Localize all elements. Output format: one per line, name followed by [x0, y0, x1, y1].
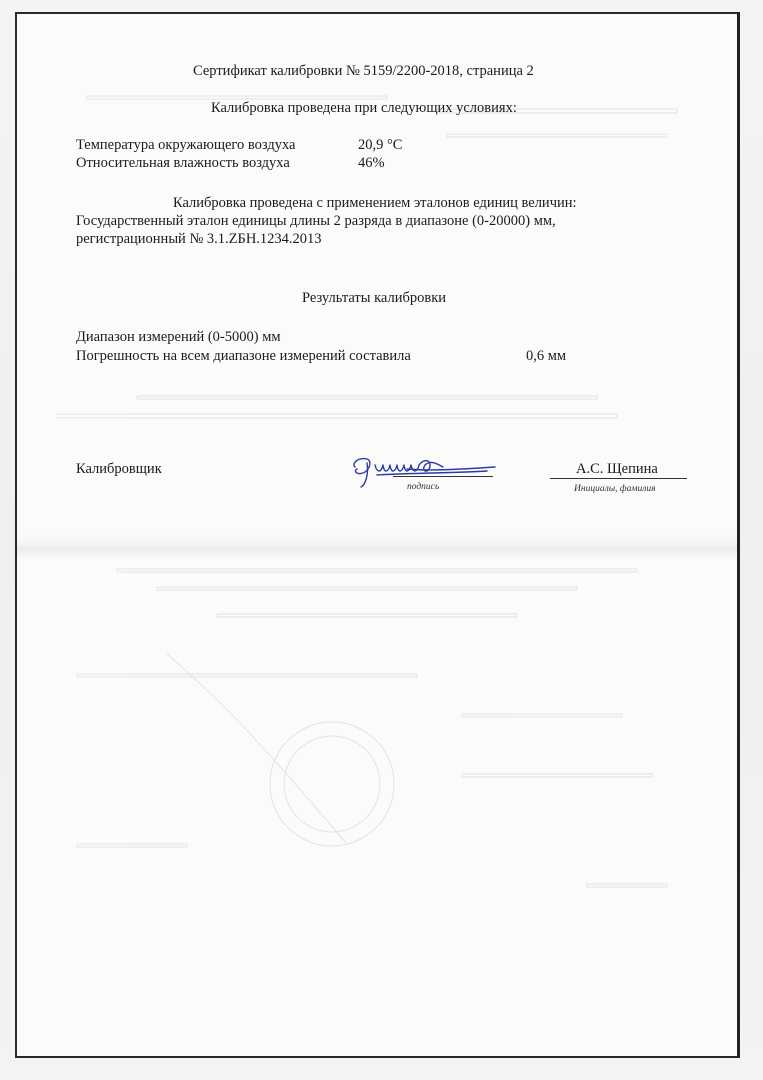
- certificate-title: Сертификат калибровки № 5159/2200-2018, страница 2: [193, 63, 534, 79]
- name-caption: Инициалы, фамилия: [574, 484, 656, 494]
- standards-heading: Калибровка проведена с применением эталонов единиц величин:: [173, 195, 577, 211]
- results-heading: Результаты калибровки: [302, 290, 447, 306]
- standards-line-2: регистрационный № 3.1.ZБН.1234.2013: [76, 231, 322, 247]
- humidity-label: Относительная влажность воздуха: [76, 155, 290, 171]
- signature-line: [393, 476, 493, 477]
- conditions-heading: Калибровка проведена при следующих условиях:: [211, 100, 517, 116]
- standards-line-1: Государственный эталон единицы длины 2 разряда в диапазоне (0-20000) мм,: [76, 213, 556, 229]
- name-line: [550, 478, 687, 479]
- calibrator-role: Калибровщик: [76, 461, 162, 477]
- error-value: 0,6 мм: [526, 348, 567, 364]
- error-label: Погрешность на всем диапазоне измерений составила: [76, 348, 411, 364]
- temperature-label: Температура окружающего воздуха: [76, 137, 296, 153]
- measurement-range: Диапазон измерений (0-5000) мм: [76, 329, 281, 345]
- calibrator-name: А.С. Щепина: [576, 461, 658, 477]
- humidity-value: 46%: [358, 155, 385, 171]
- certificate-page: [15, 12, 740, 1058]
- signature-caption: подпись: [407, 482, 440, 492]
- temperature-value: 20,9 °С: [358, 137, 403, 153]
